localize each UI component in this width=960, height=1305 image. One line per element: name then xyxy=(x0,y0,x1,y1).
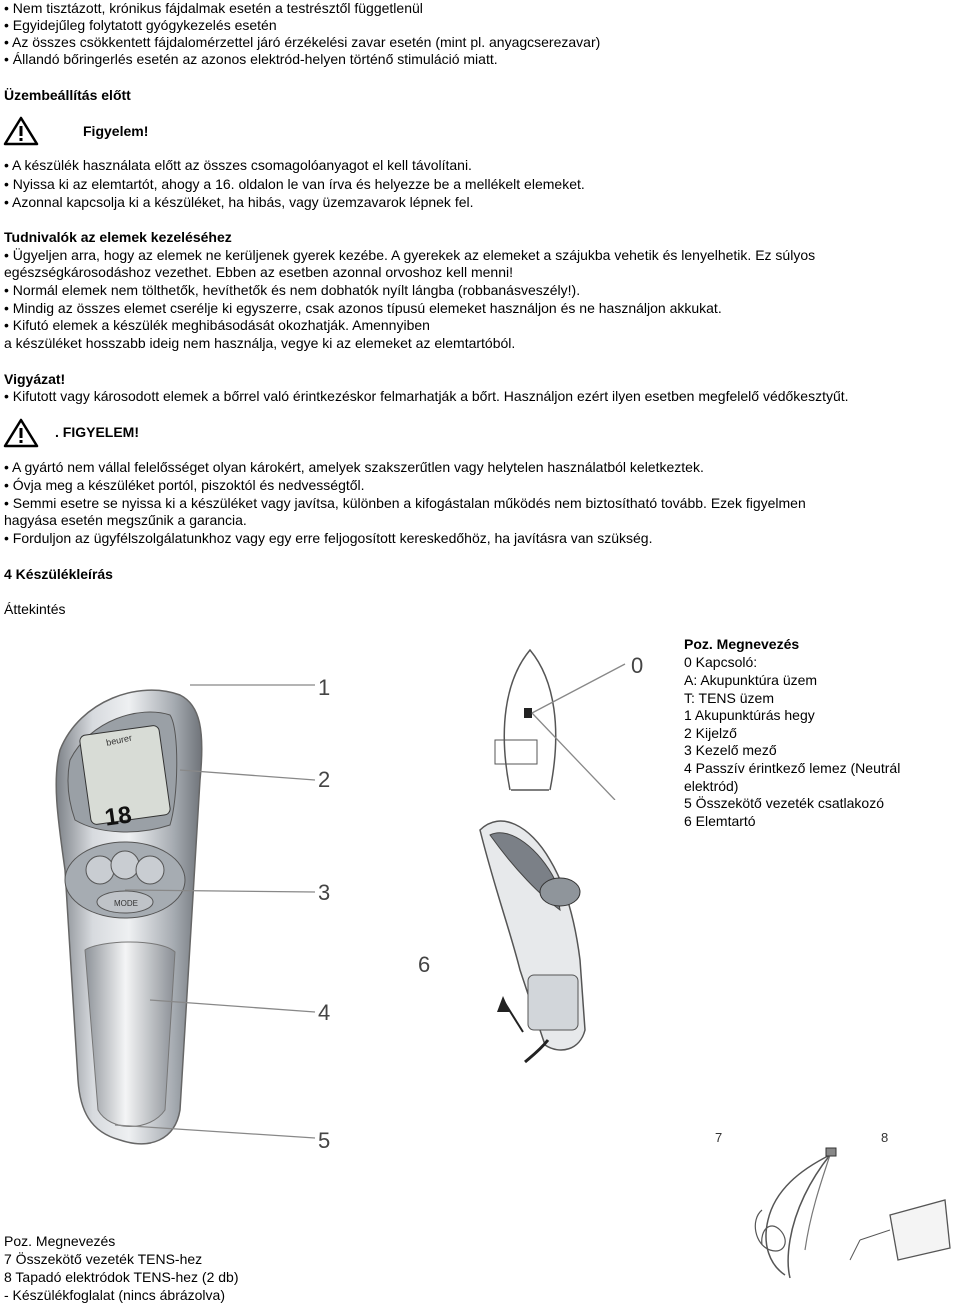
device-front-illustration xyxy=(30,670,350,1170)
legend-item: 0 Kapcsoló: xyxy=(684,654,758,670)
legend-item: 6 Elemtartó xyxy=(684,813,756,829)
switch-closeup-illustration xyxy=(470,640,650,800)
setup-bullet-1: • A készülék használata előtt az összes csomagolóanyagot el kell távolítani. xyxy=(4,157,472,173)
intro-bullet-3: • Az összes csökkentett fájdalomérzettel járó érzékelési zavar esetén (mint pl. anyagcserezavar) xyxy=(4,34,601,50)
intro-bullet-4: • Állandó bőringerlés esetén az azonos elektród-helyen történő stimuláció miatt. xyxy=(4,51,498,67)
callout-number-4: 4 xyxy=(318,1000,331,1025)
accessories-illustration xyxy=(730,1130,960,1290)
battery-line-3: • Normál elemek nem tölthetők, hevíthetők és nem dobhatók nyílt lángba (robbanásveszély!). xyxy=(4,282,581,298)
battery-heading: Tudnivalók az elemek kezeléséhez xyxy=(4,229,232,245)
callout-number-1: 1 xyxy=(318,675,331,700)
section-subheading: Áttekintés xyxy=(4,601,66,617)
callout-number-7: 7 xyxy=(715,1130,723,1145)
device-rear-illustration xyxy=(440,800,660,1070)
brand-label: beurer xyxy=(105,732,133,748)
legend-item: 4 Passzív érintkező lemez (Neutrál xyxy=(684,760,901,776)
warning-line-5: • Forduljon az ügyfélszolgálatunkhoz vagy egy erre feljogosított kereskedőhöz, ha javításra van szükség. xyxy=(4,530,653,546)
accessories-legend-header: Poz. Megnevezés xyxy=(4,1233,116,1249)
warning-line-4: hagyása esetén megszűnik a garancia. xyxy=(4,512,247,528)
caution-heading: Vigyázat! xyxy=(4,371,66,387)
legend-item: 1 Akupunktúrás hegy xyxy=(684,707,815,723)
setup-bullet-3: • Azonnal kapcsolja ki a készüléket, ha hibás, vagy üzemzavarok lépnek fel. xyxy=(4,194,474,210)
accessories-legend-item: 7 Összekötő vezeték TENS-hez xyxy=(4,1251,203,1267)
legend-item: A: Akupunktúra üzem xyxy=(684,672,818,688)
setup-heading: Üzembeállítás előtt xyxy=(4,87,131,103)
battery-line-4: • Mindig az összes elemet cserélje ki egyszerre, csak azonos típusú elemeket használjon és ne használjon akkukat. xyxy=(4,300,722,316)
legend-item: T: TENS üzem xyxy=(684,690,774,706)
legend-item: 5 Összekötő vezeték csatlakozó xyxy=(684,795,884,811)
warning-title: . FIGYELEM! xyxy=(55,424,139,440)
battery-line-2: egészségkárosodáshoz vezethet. Ebben az esetben azonnal orvoshoz kell menni! xyxy=(4,264,513,280)
intro-bullet-2: • Egyidejűleg folytatott gyógykezelés esetén xyxy=(4,17,277,33)
callout-number-5: 5 xyxy=(318,1128,331,1153)
legend-item: elektród) xyxy=(684,778,739,794)
battery-line-5: • Kifutó elemek a készülék meghibásodását okozhatják. Amennyiben xyxy=(4,317,430,333)
warning-triangle-icon xyxy=(3,116,39,146)
setup-bullet-2: • Nyissa ki az elemtartót, ahogy a 16. oldalon le van írva és helyezze be a mellékelt elemeket. xyxy=(4,176,585,192)
legend-item: 2 Kijelző xyxy=(684,725,737,741)
accessories-legend-item: 8 Tapadó elektródok TENS-hez (2 db) xyxy=(4,1269,239,1285)
callout-number-8: 8 xyxy=(881,1130,889,1145)
callout-number-2: 2 xyxy=(318,767,331,792)
section-heading: 4 Készülékleírás xyxy=(4,566,113,582)
callout-number-0: 0 xyxy=(631,653,644,678)
warning-line-2: • Óvja meg a készüléket portól, piszoktól és nedvességtől. xyxy=(4,477,365,493)
battery-line-1: • Ügyeljen arra, hogy az elemek ne kerüljenek gyerek kezébe. A gyerekek az elemeket a szájukba vehetik és lenyelhetik. Ez súlyos xyxy=(4,247,816,263)
callout-number-6: 6 xyxy=(418,952,431,977)
warning-triangle-icon xyxy=(3,418,39,448)
legend-header: Poz. Megnevezés xyxy=(684,636,800,652)
warning-line-1: • A gyártó nem vállal felelősséget olyan károkért, amelyek szakszerűtlen vagy helytelen használatból keletkeztek. xyxy=(4,459,704,475)
setup-attention-label: Figyelem! xyxy=(83,123,149,139)
mode-button-label: MODE xyxy=(114,899,138,908)
accessories-legend-item: - Készülékfoglalat (nincs ábrázolva) xyxy=(4,1287,225,1303)
warning-line-3: • Semmi esetre se nyissa ki a készüléket vagy javítsa, különben a kifogástalan működés nem biztosítható tovább. Ezek figyelmen xyxy=(4,495,806,511)
callout-number-3: 3 xyxy=(318,880,331,905)
display-value: 18 xyxy=(103,801,134,832)
legend-item: 3 Kezelő mező xyxy=(684,742,777,758)
intro-bullet-1: • Nem tisztázott, krónikus fájdalmak esetén a testrésztől függetlenül xyxy=(4,0,423,16)
battery-line-6: a készüléket hosszabb ideig nem használja, vegye ki az elemeket az elemtartóból. xyxy=(4,335,516,351)
caution-line: • Kifutott vagy károsodott elemek a bőrrel való érintkezéskor felmarhatják a bőrt. Használjon ezért ilyen esetben megfelelő védőkesztyűt. xyxy=(4,388,849,404)
